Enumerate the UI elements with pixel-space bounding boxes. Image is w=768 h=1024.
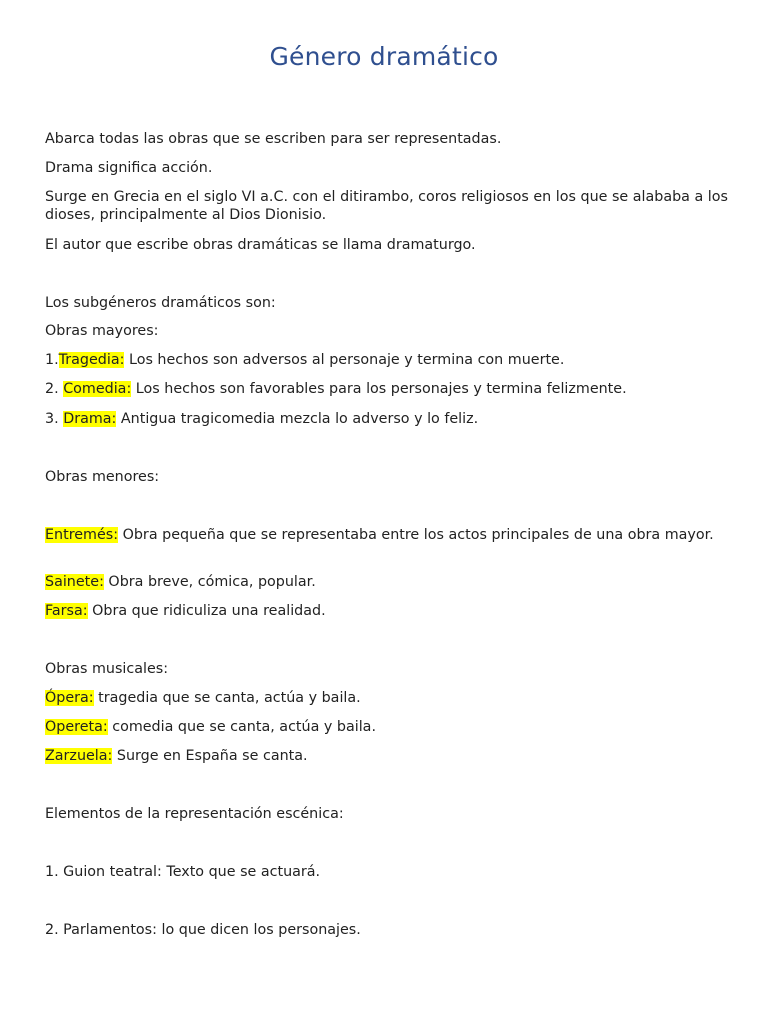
highlighted-term: Zarzuela: xyxy=(45,748,113,764)
element-item: 2. Parlamentos: lo que dicen los personajes. xyxy=(45,922,361,938)
item-description: Los hechos son favorables para los personajes y termina felizmente. xyxy=(131,381,627,397)
item-description: Obra que ridiculiza una realidad. xyxy=(87,603,326,619)
intro-line: Abarca todas las obras que se escriben para ser representadas. xyxy=(45,131,502,147)
item-prefix: 1. xyxy=(45,352,59,368)
item-description: comedia que se canta, actúa y baila. xyxy=(107,719,376,735)
highlighted-term: Drama: xyxy=(63,411,117,427)
highlighted-term: Ópera: xyxy=(45,690,94,706)
musical-works-heading: Obras musicales: xyxy=(45,661,169,677)
musical-item-opereta xyxy=(45,718,735,736)
item-description: Obra breve, cómica, popular. xyxy=(103,574,316,590)
item-description: Los hechos son adversos al personaje y termina con muerte. xyxy=(124,352,565,368)
item-description: tragedia que se canta, actúa y baila. xyxy=(93,690,361,706)
minor-item-sainete xyxy=(45,573,735,591)
major-item-tragedia xyxy=(45,351,735,369)
major-works-heading: Obras mayores: xyxy=(45,323,159,339)
minor-item-entremes xyxy=(45,526,735,544)
major-item-drama xyxy=(45,410,735,428)
intro-line: Drama significa acción. xyxy=(45,160,213,176)
musical-item-zarzuela xyxy=(45,747,735,765)
item-description: Surge en España se canta. xyxy=(112,748,308,764)
minor-works-heading: Obras menores: xyxy=(45,469,160,485)
highlighted-term: Entremés: xyxy=(45,527,119,543)
element-item: 1. Guion teatral: Texto que se actuará. xyxy=(45,864,321,880)
page-title: Género dramático xyxy=(269,42,499,71)
item-description: Obra pequeña que se representaba entre los actos principales de una obra mayor. xyxy=(118,527,714,543)
item-prefix: 2. xyxy=(45,381,64,397)
intro-line: El autor que escribe obras dramáticas se llama dramaturgo. xyxy=(45,237,476,253)
item-prefix: 3. xyxy=(45,411,64,427)
highlighted-term: Tragedia: xyxy=(58,352,125,368)
major-item-comedia xyxy=(45,380,735,398)
highlighted-term: Opereta: xyxy=(45,719,108,735)
subgenres-heading: Los subgéneros dramáticos son: xyxy=(45,295,276,311)
item-description: Antigua tragicomedia mezcla lo adverso y lo feliz. xyxy=(116,411,479,427)
highlighted-term: Farsa: xyxy=(45,603,88,619)
elements-heading: Elementos de la representación escénica: xyxy=(45,806,344,822)
intro-line: Surge en Grecia en el siglo VI a.C. con el ditirambo, coros religiosos en los que se alababa a los dioses, principalmente al Dios Dionisio. xyxy=(45,189,728,223)
minor-item-farsa xyxy=(45,602,735,620)
musical-item-opera xyxy=(45,689,735,707)
highlighted-term: Comedia: xyxy=(63,381,132,397)
highlighted-term: Sainete: xyxy=(45,574,104,590)
